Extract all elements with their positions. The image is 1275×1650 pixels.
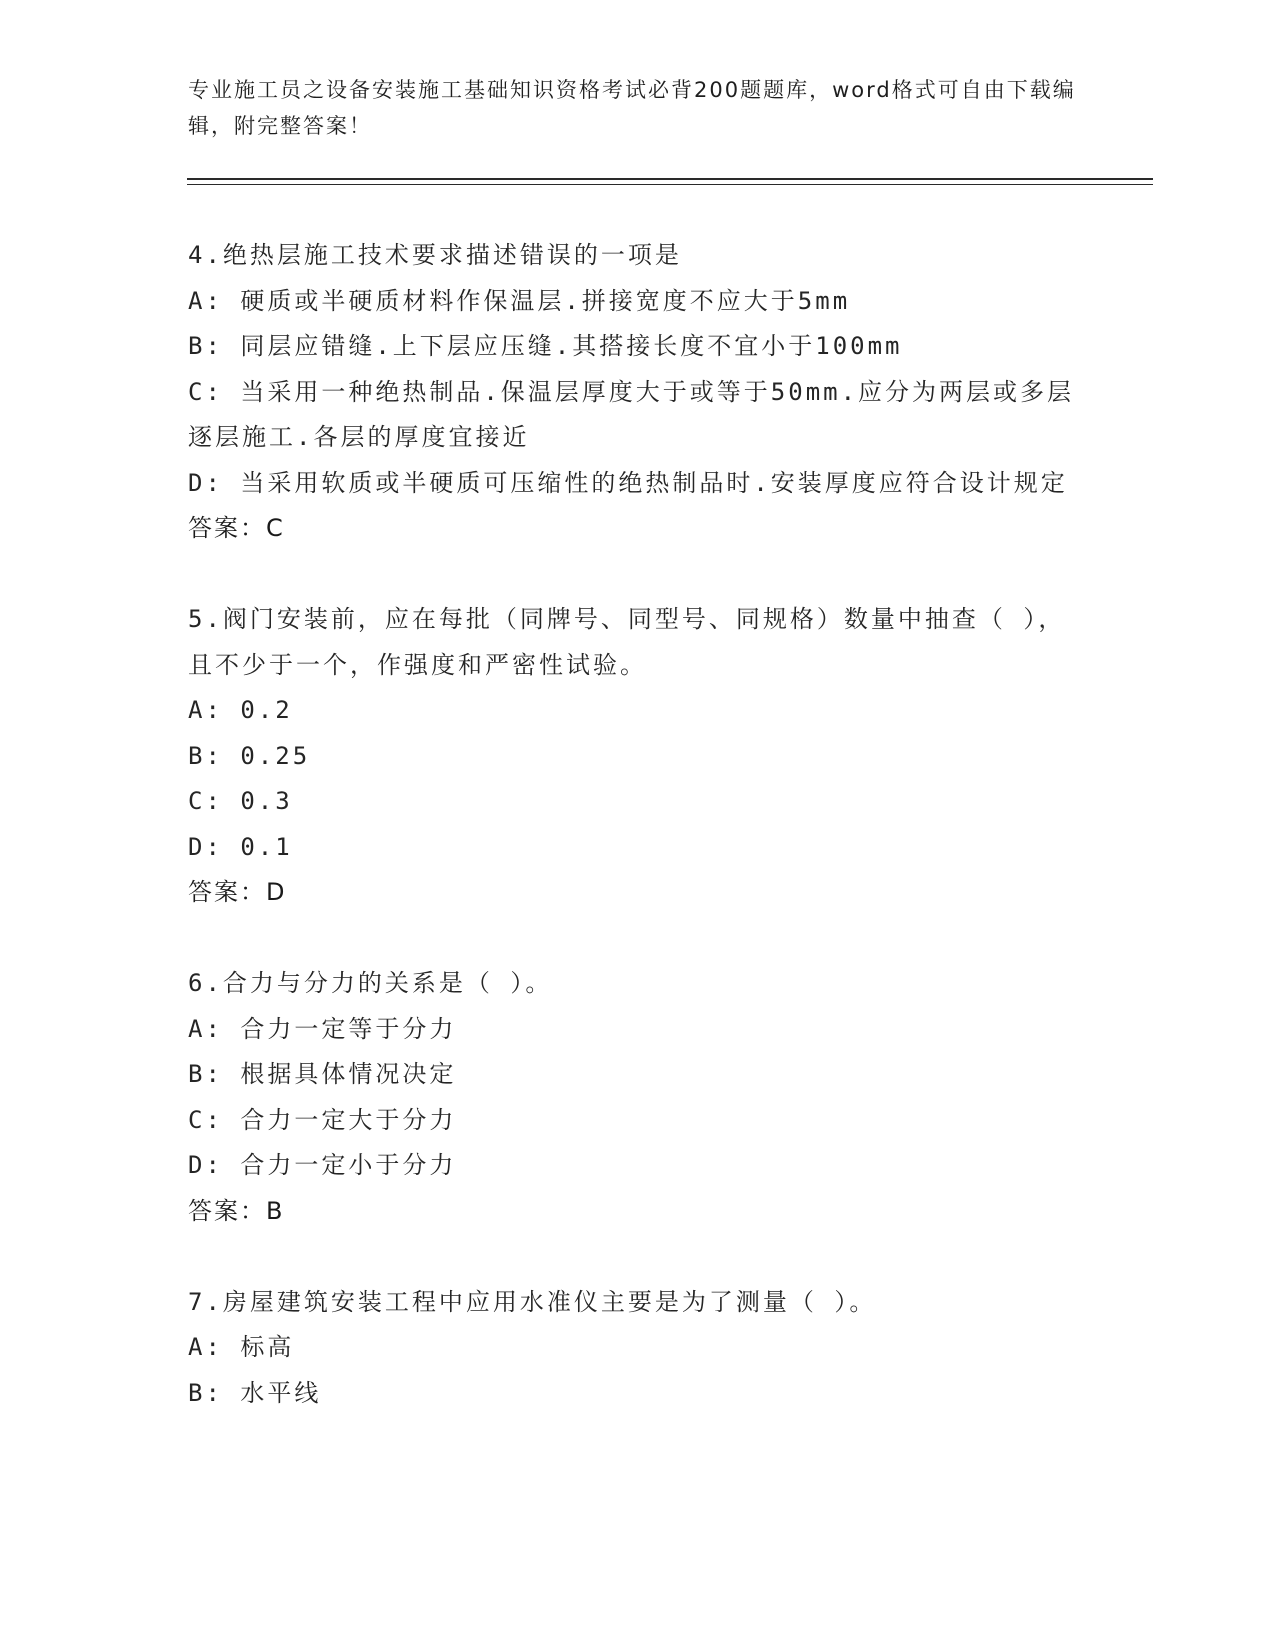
- question-list: [188, 233, 1088, 1462]
- option-d: D: 0.1: [188, 832, 293, 861]
- option-b: B: 0.25: [188, 741, 311, 770]
- option-a: A: 标高: [188, 1333, 295, 1361]
- question-stem: 6.合力与分力的关系是（ ）。: [188, 969, 553, 997]
- option-c: C: 合力一定大于分力: [188, 1105, 457, 1134]
- header-divider: [187, 178, 1153, 185]
- option-c: C: 0.3: [188, 787, 293, 815]
- question-stem: 7.房屋建筑安装工程中应用水准仪主要是为了测量（ ）。: [188, 1287, 877, 1316]
- option-d: D: 当采用软质或半硬质可压缩性的绝热制品时.安装厚度应符合设计规定: [188, 468, 1068, 497]
- option-b: B: 根据具体情况决定: [188, 1060, 457, 1088]
- question-7: [188, 1280, 1088, 1417]
- answer-line: 答案：B: [188, 1196, 285, 1225]
- option-b: B: 同层应错缝.上下层应压缝.其搭接长度不宜小于100mm: [188, 332, 903, 360]
- option-d: D: 合力一定小于分力: [188, 1151, 457, 1179]
- question-stem: 5.阀门安装前，应在每批（同牌号、同型号、同规格）数量中抽查（ ），且不少于一个，作强度和严密性试验。: [188, 605, 1066, 679]
- question-stem: 4.绝热层施工技术要求描述错误的一项是: [188, 241, 682, 269]
- question-5: [188, 597, 1088, 916]
- option-a: A: 0.2: [188, 696, 293, 724]
- option-b: B: 水平线: [188, 1378, 322, 1407]
- option-a: A: 合力一定等于分力: [188, 1014, 457, 1043]
- question-4: [188, 233, 1088, 552]
- option-c: C: 当采用一种绝热制品.保温层厚度大于或等于50mm.应分为两层或多层逐层施工.各层的厚度宜接近: [188, 377, 1075, 451]
- question-6: [188, 961, 1088, 1234]
- option-a: A: 硬质或半硬质材料作保温层.拼接宽度不应大于5mm: [188, 286, 851, 315]
- answer-line: 答案：D: [188, 878, 287, 906]
- answer-line: 答案：C: [188, 514, 285, 542]
- document-header: [188, 72, 1088, 144]
- header-intro: 专业施工员之设备安装施工基础知识资格考试必背200题题库，word格式可自由下载编辑，附完整答案！: [188, 78, 1076, 138]
